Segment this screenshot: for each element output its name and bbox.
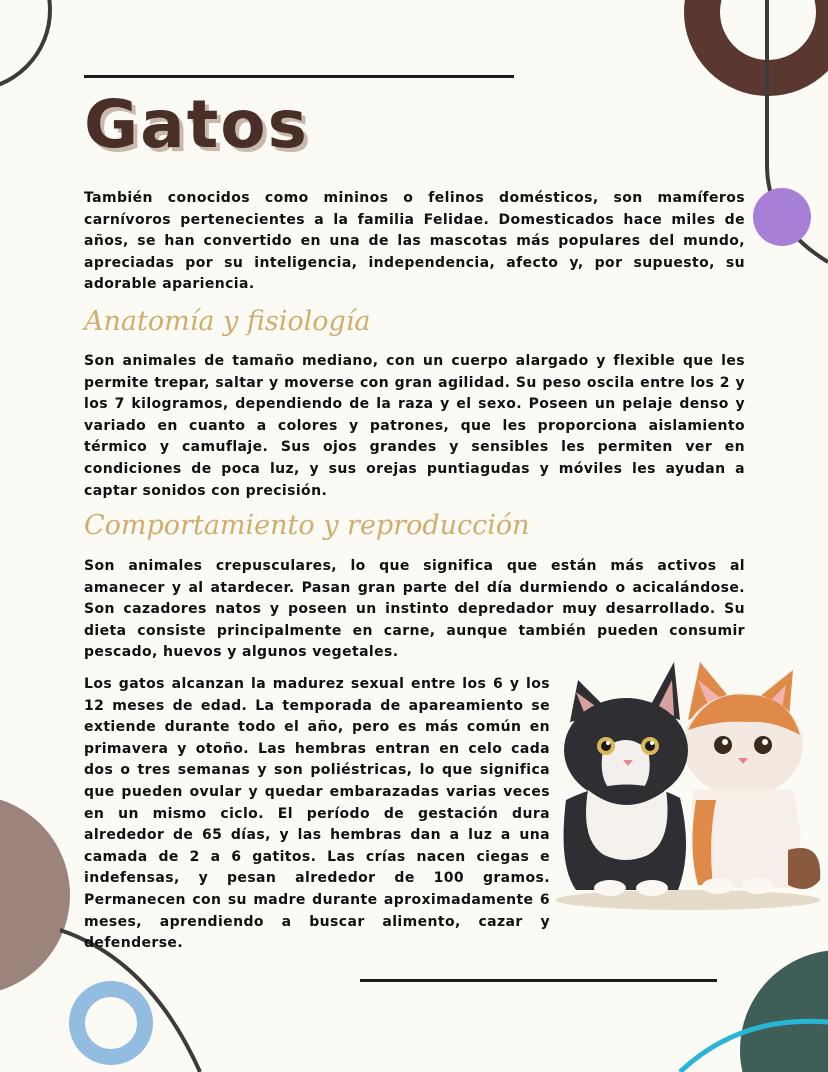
bottom-rule [360, 979, 717, 982]
anatomy-paragraph: Son animales de tamaño mediano, con un cuerpo alargado y flexible que les permite trepar, saltar y moverse con gran agilidad. Su peso oscila entre los 2 y los 7 kilogramos, dependiendo de la raza y el sexo. Poseen un pelaje denso y variado en cuanto a colores y patrones, que les proporciona aislamiento térmico y camuflaje. Sus ojos grandes y sensibles les permiten ver en condiciones de poca luz, y sus orejas puntiagudas y móviles les ayudan a captar sonidos con precisión. [84, 353, 745, 499]
page-title: Gatos [84, 86, 309, 163]
teal-circle [740, 950, 828, 1072]
section-heading-behavior: Comportamiento y reproducción [84, 510, 530, 541]
behavior-paragraph: Son animales crepusculares, lo que significa que están más activos al amanecer y al atardecer. Pasan gran parte del día durmiendo o acicalándose. Son cazadores natos y poseen un instinto depredador muy desarrollado. Su dieta consiste principalmente en carne, aunque también pueden consumir pescado, huevos y algunos vegetales. [84, 558, 745, 661]
blue-ring [77, 989, 145, 1057]
reproduction-paragraph: Los gatos alcanzan la madurez sexual entre los 6 y los 12 meses de edad. La temporada de apareamiento se extiende durante todo el año, pero es más común en primavera y otoño. Las hembras entran en celo cada dos o tres semanas y son poliéstricas, lo que significa que pueden ovular y quedar embarazadas varias veces en un mismo ciclo. El período de gestación dura alrededor de 65 días, y las hembras dan a luz a una camada de 2 a 6 gatitos. Las crías nacen ciegas e indefensas, y pesan alrededor de 100 gramos. Permanecen con su madre durante aproximadamente 6 meses, aprendiendo a buscar alimento, cazar y defenderse. [84, 676, 550, 952]
top-rule [84, 75, 514, 78]
two-cats-illustration [548, 650, 826, 915]
intro-paragraph: También conocidos como mininos o felinos domésticos, son mamíferos carnívoros pertenecientes a la familia Felidae. Domesticados hace miles de años, se han convertido en una de las mascotas más populares del mundo, apreciadas por su inteligencia, independencia, afecto y, por supuesto, su adorable apariencia. [84, 190, 745, 293]
section-heading-anatomy: Anatomía y fisiología [84, 306, 371, 337]
purple-circle [753, 188, 811, 246]
top-left-arc [0, 0, 50, 90]
orange-cat [683, 662, 820, 894]
taupe-circle [0, 795, 70, 995]
black-cat [564, 662, 688, 896]
